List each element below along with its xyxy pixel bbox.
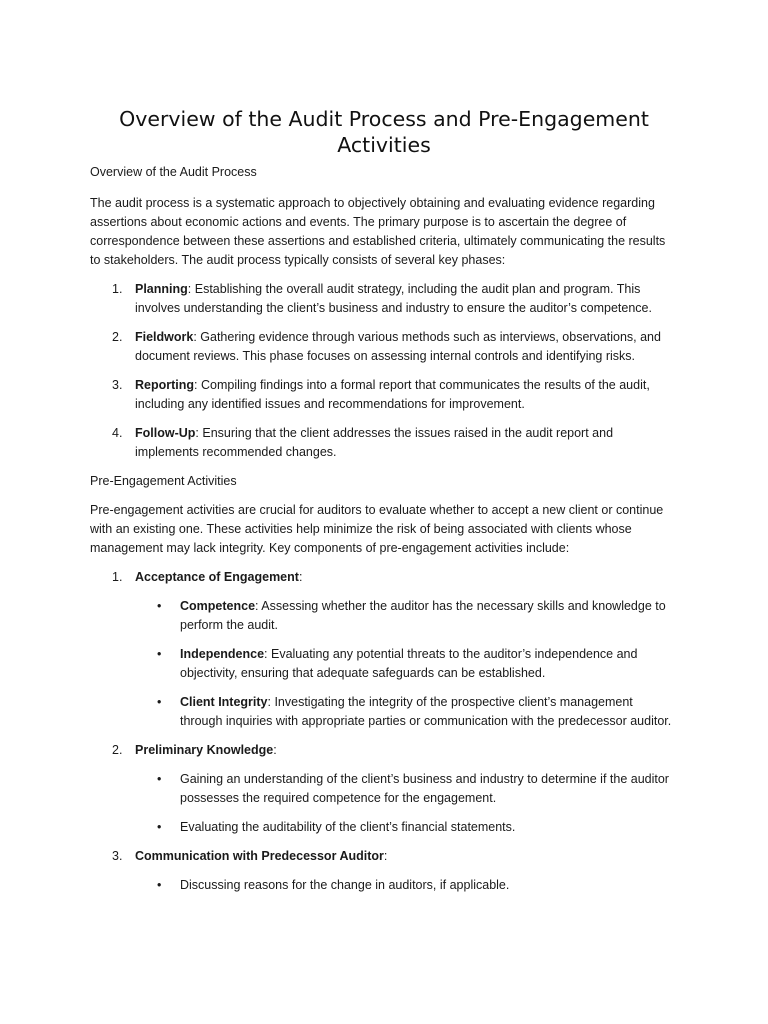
component-suffix: :: [298, 570, 303, 584]
bullet-list: [135, 597, 678, 731]
bullet-icon: •: [157, 772, 162, 786]
list-item: [90, 376, 678, 414]
bullet-icon: •: [157, 599, 162, 613]
bullet-text: : Assessing whether the auditor has the necessary skills and knowledge to perform the audit.: [180, 599, 666, 632]
phase-term: Fieldwork: [135, 330, 194, 344]
list-item: [90, 568, 678, 731]
bullet-list: [135, 770, 678, 837]
bullet-icon: •: [157, 647, 162, 661]
audit-phases-list: [90, 280, 678, 462]
bullet-term: Client Integrity: [180, 695, 268, 709]
bullet-term: Competence: [180, 599, 256, 613]
list-number: 2.: [112, 743, 123, 757]
pre-engagement-components-list: [90, 568, 678, 895]
bullet-item: [135, 770, 678, 808]
component-suffix: :: [273, 743, 277, 757]
bullet-item: [135, 645, 678, 683]
bullet-term: Independence: [180, 647, 265, 661]
bullet-icon: •: [157, 695, 162, 709]
bullet-item: [135, 693, 678, 731]
list-number: 1.: [112, 570, 123, 584]
component-term: Communication with Predecessor Auditor: [135, 849, 384, 863]
bullet-text: : Investigating the integrity of the prospective client’s management through inquiries with appropriate parties or communication with the predecessor auditor.: [180, 695, 672, 728]
list-item: [90, 280, 678, 318]
component-term: Acceptance of Engagement: [135, 570, 299, 584]
component-term: Preliminary Knowledge: [135, 743, 274, 757]
bullet-item: [135, 818, 678, 837]
document-body: [90, 163, 678, 895]
phase-text: : Compiling findings into a formal report that communicates the results of the audit, including any identified issues and recommendations for improvement.: [135, 378, 650, 411]
phase-text: : Gathering evidence through various methods such as interviews, observations, and document reviews. This phase focuses on assessing internal controls and identifying risks.: [135, 330, 661, 363]
list-item: [90, 424, 678, 462]
list-number: 3.: [112, 378, 123, 392]
phase-term: Reporting: [135, 378, 195, 392]
bullet-icon: •: [157, 820, 162, 834]
section-heading-pre-engagement: Pre-Engagement Activities: [90, 474, 237, 488]
list-number: 4.: [112, 426, 123, 440]
bullet-icon: •: [157, 878, 162, 892]
list-number: 2.: [112, 330, 123, 344]
component-suffix: :: [383, 849, 388, 863]
bullet-list: [135, 876, 678, 895]
list-item: [90, 328, 678, 366]
phase-term: Follow-Up: [135, 426, 196, 440]
list-item: [90, 741, 678, 837]
list-number: 1.: [112, 282, 123, 296]
bullet-text: : Evaluating any potential threats to the auditor’s independence and objectivity, ensuring that adequate safeguards can be established.: [180, 647, 638, 680]
section-heading-audit-process: Overview of the Audit Process: [90, 165, 257, 179]
bullet-item: [135, 597, 678, 635]
bullet-item: [135, 876, 678, 895]
audit-process-intro: The audit process is a systematic approach to objectively obtaining and evaluating evidence regarding assertions about economic actions and events. The primary purpose is to ascertain the degree of correspondence between these assertions and established criteria, ultimately communicating the results to stakeholders. The audit process typically consists of several key phases:: [90, 196, 666, 267]
phase-term: Planning: [135, 282, 188, 296]
bullet-text: Evaluating the auditability of the client’s financial statements.: [180, 820, 516, 834]
bullet-text: Gaining an understanding of the client’s business and industry to determine if the auditor possesses the required competence for the engagement.: [180, 772, 669, 805]
bullet-text: Discussing reasons for the change in auditors, if applicable.: [180, 878, 510, 892]
phase-text: : Ensuring that the client addresses the issues raised in the audit report and implements recommended changes.: [135, 426, 614, 459]
pre-engagement-intro: Pre-engagement activities are crucial for auditors to evaluate whether to accept a new client or continue with an existing one. These activities help minimize the risk of being associated with clients whose management may lack integrity. Key components of pre-engagement activities include:: [90, 503, 664, 555]
phase-text: : Establishing the overall audit strategy, including the audit plan and program. This involves understanding the client’s business and industry to ensure the auditor’s competence.: [135, 282, 652, 315]
list-number: 3.: [112, 849, 123, 863]
list-item: [90, 847, 678, 895]
document-title: Overview of the Audit Process and Pre-Engagement Activities: [119, 107, 649, 157]
